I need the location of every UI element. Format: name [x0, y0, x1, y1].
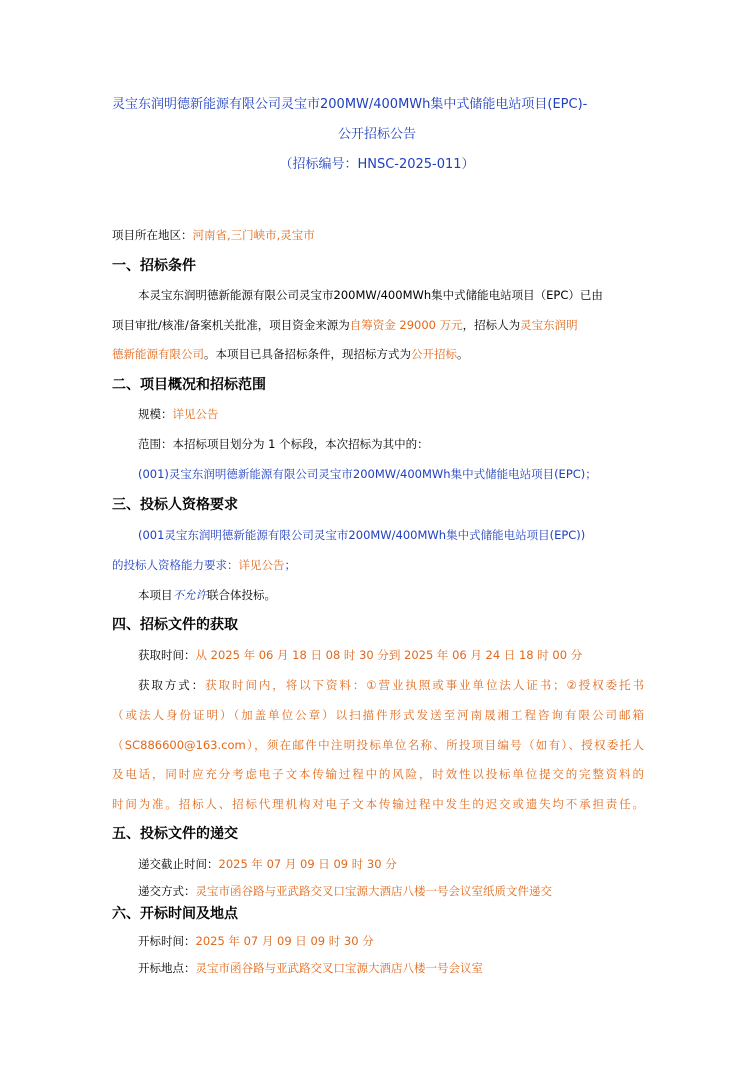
- opening-time: 开标时间：2025 年 07 月 09 日 09 时 30 分: [138, 934, 374, 948]
- acquisition-method-line1: 获取方式：获取时间内，将以下资料：①营业执照或事业单位法人证书；②授权委托书: [138, 678, 645, 692]
- acquisition-method-line2: （或法人身份证明）（加盖单位公章）以扫描件形式发送至河南晟湘工程咨询有限公司邮箱: [112, 708, 644, 722]
- qualification-value: 详见公告: [238, 558, 285, 572]
- tenderer-name-part2: 德新能源有限公司: [112, 347, 204, 361]
- opening-place: 开标地点：灵宝市函谷路与亚武路交叉口宝源大酒店八楼一号会议室: [138, 961, 483, 975]
- section-heading-5: 五、投标文件的递交: [112, 826, 238, 842]
- s1-line3: 德新能源有限公司。本项目已具备招标条件，现招标方式为公开招标。: [112, 347, 469, 361]
- announcement-title-line1: 灵宝东润明德新能源有限公司灵宝市200MW/400MWh集中式储能电站项目(EPC)-: [112, 97, 588, 112]
- opening-place-value: 灵宝市函谷路与亚武路交叉口宝源大酒店八楼一号会议室: [195, 961, 483, 975]
- acquisition-time: 获取时间：从 2025 年 06 月 18 日 08 时 30 分到 2025 年 06 月 24 日 18 时 00 分: [138, 648, 583, 662]
- qualification-lot: (001灵宝东润明德新能源有限公司灵宝市200MW/400MWh集中式储能电站项目(EPC)): [138, 528, 586, 542]
- acquisition-method-line3: （SC886600@163.com），须在邮件中注明投标单位名称、所投项目编号（如有）、授权委托人: [112, 738, 644, 752]
- section-heading-1: 一、招标条件: [112, 258, 196, 274]
- section-heading-3: 三、投标人资格要求: [112, 497, 238, 513]
- s1-line2: 项目审批/核准/备案机关批准，项目资金来源为自筹资金 29000 万元，招标人为灵宝东润明: [112, 318, 578, 332]
- project-scale: 规模：详见公告: [138, 407, 219, 421]
- announcement-title-line2: 公开招标公告: [337, 127, 416, 142]
- submission-method-value: 灵宝市函谷路与亚武路交叉口宝源大酒店八楼一号会议室纸质文件递交: [195, 884, 552, 898]
- location-label: 项目所在地区：: [112, 228, 193, 242]
- tenderer-name-part1: 灵宝东润明: [520, 318, 578, 332]
- submission-deadline-value: 2025 年 07 月 09 日 09 时 30 分: [218, 857, 397, 871]
- lot-item: (001)灵宝东润明德新能源有限公司灵宝市200MW/400MWh集中式储能电站项目(EPC)；: [138, 467, 597, 481]
- section-heading-6: 六、开标时间及地点: [112, 906, 238, 922]
- project-location: [112, 226, 315, 244]
- tender-range: 范围：本招标项目划分为 1 个标段，本次招标为其中的：: [138, 437, 429, 451]
- qualification-requirement: 的投标人资格能力要求：详见公告；: [112, 558, 296, 572]
- location-value: 河南省,三门峡市,灵宝市: [192, 228, 315, 242]
- joint-venture-policy: 本项目不允许联合体投标。: [138, 588, 276, 602]
- section-heading-2: 二、项目概况和招标范围: [112, 377, 266, 393]
- opening-time-value: 2025 年 07 月 09 日 09 时 30 分: [195, 934, 374, 948]
- submission-deadline: 递交截止时间：2025 年 07 月 09 日 09 时 30 分: [138, 857, 397, 871]
- scale-value: 详见公告: [172, 407, 219, 421]
- submission-method: 递交方式：灵宝市函谷路与亚武路交叉口宝源大酒店八楼一号会议室纸质文件递交: [138, 884, 552, 898]
- acquisition-time-value: 从 2025 年 06 月 18 日 08 时 30 分到 2025 年 06 月 24 日 18 时 00 分: [195, 648, 583, 662]
- funding-source: 自筹资金 29000 万元: [349, 318, 463, 332]
- joint-venture-value: 不允许: [172, 588, 207, 602]
- s1-line1: 本灵宝东润明德新能源有限公司灵宝市200MW/400MWh集中式储能电站项目（EPC）已由: [138, 288, 603, 302]
- acquisition-method-line4: 及电话，同时应充分考虑电子文本传输过程中的风险，时效性以投标单位提交的完整资料的: [112, 767, 644, 781]
- acquisition-method-line5: 时间为准。招标人、招标代理机构对电子文本传输过程中发生的迟交或遗失均不承担责任。: [112, 797, 644, 811]
- bid-number: （招标编号：HNSC-2025-011）: [279, 157, 475, 172]
- tender-method: 公开招标: [411, 347, 457, 361]
- section-heading-4: 四、招标文件的获取: [112, 617, 238, 633]
